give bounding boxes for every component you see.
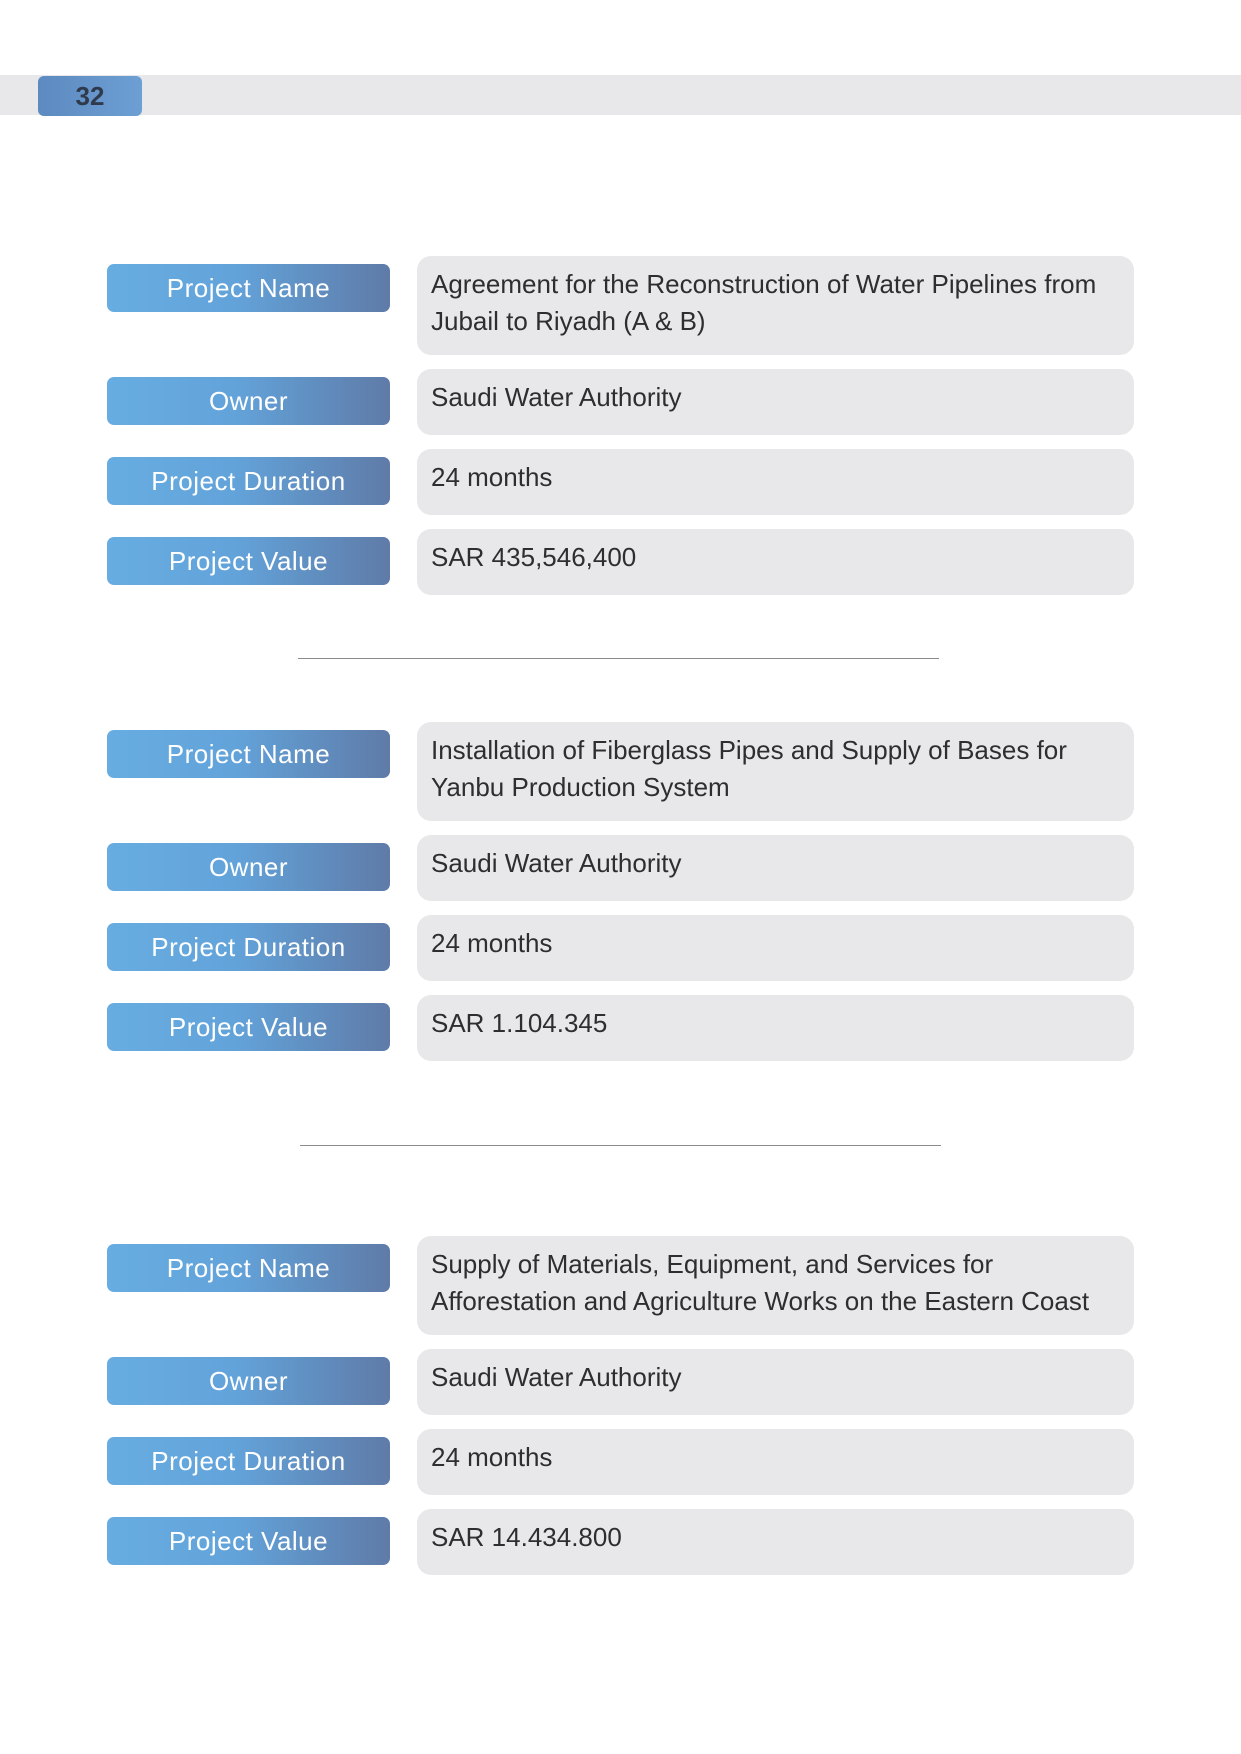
section-divider [298,658,939,659]
owner-label: Owner [107,377,390,425]
owner-label: Owner [107,843,390,891]
project-duration-label: Project Duration [107,1437,390,1485]
project-value-label: Project Value [107,1003,390,1051]
project-value-value: SAR 14.434.800 [417,1509,1134,1575]
owner-label: Owner [107,1357,390,1405]
project-duration-label: Project Duration [107,923,390,971]
project-duration-row [107,1429,1134,1495]
owner-value: Saudi Water Authority [417,369,1134,435]
project-name-row [107,1236,1134,1335]
project-value-row [107,995,1134,1061]
project-value-row [107,1509,1134,1575]
project-duration-value: 24 months [417,915,1134,981]
project-value-label: Project Value [107,537,390,585]
project-name-label: Project Name [107,1244,390,1292]
owner-row [107,369,1134,435]
project-name-row [107,722,1134,821]
project-card-2 [107,722,1134,1075]
project-duration-row [107,449,1134,515]
project-duration-row [107,915,1134,981]
owner-row [107,1349,1134,1415]
section-divider [300,1145,941,1146]
owner-row [107,835,1134,901]
project-card-3 [107,1236,1134,1589]
project-name-label: Project Name [107,730,390,778]
owner-value: Saudi Water Authority [417,835,1134,901]
project-value-value: SAR 435,546,400 [417,529,1134,595]
page-number: 32 [38,76,142,116]
project-value-value: SAR 1.104.345 [417,995,1134,1061]
header-band [0,75,1241,115]
project-name-value: Agreement for the Reconstruction of Water Pipelines from Jubail to Riyadh (A & B) [417,256,1134,355]
project-value-label: Project Value [107,1517,390,1565]
project-name-label: Project Name [107,264,390,312]
project-name-value: Supply of Materials, Equipment, and Services for Afforestation and Agriculture Works on the Eastern Coast [417,1236,1134,1335]
project-card-1 [107,256,1134,609]
project-name-row [107,256,1134,355]
project-name-value: Installation of Fiberglass Pipes and Supply of Bases for Yanbu Production System [417,722,1134,821]
project-value-row [107,529,1134,595]
project-duration-value: 24 months [417,449,1134,515]
project-duration-value: 24 months [417,1429,1134,1495]
project-duration-label: Project Duration [107,457,390,505]
owner-value: Saudi Water Authority [417,1349,1134,1415]
